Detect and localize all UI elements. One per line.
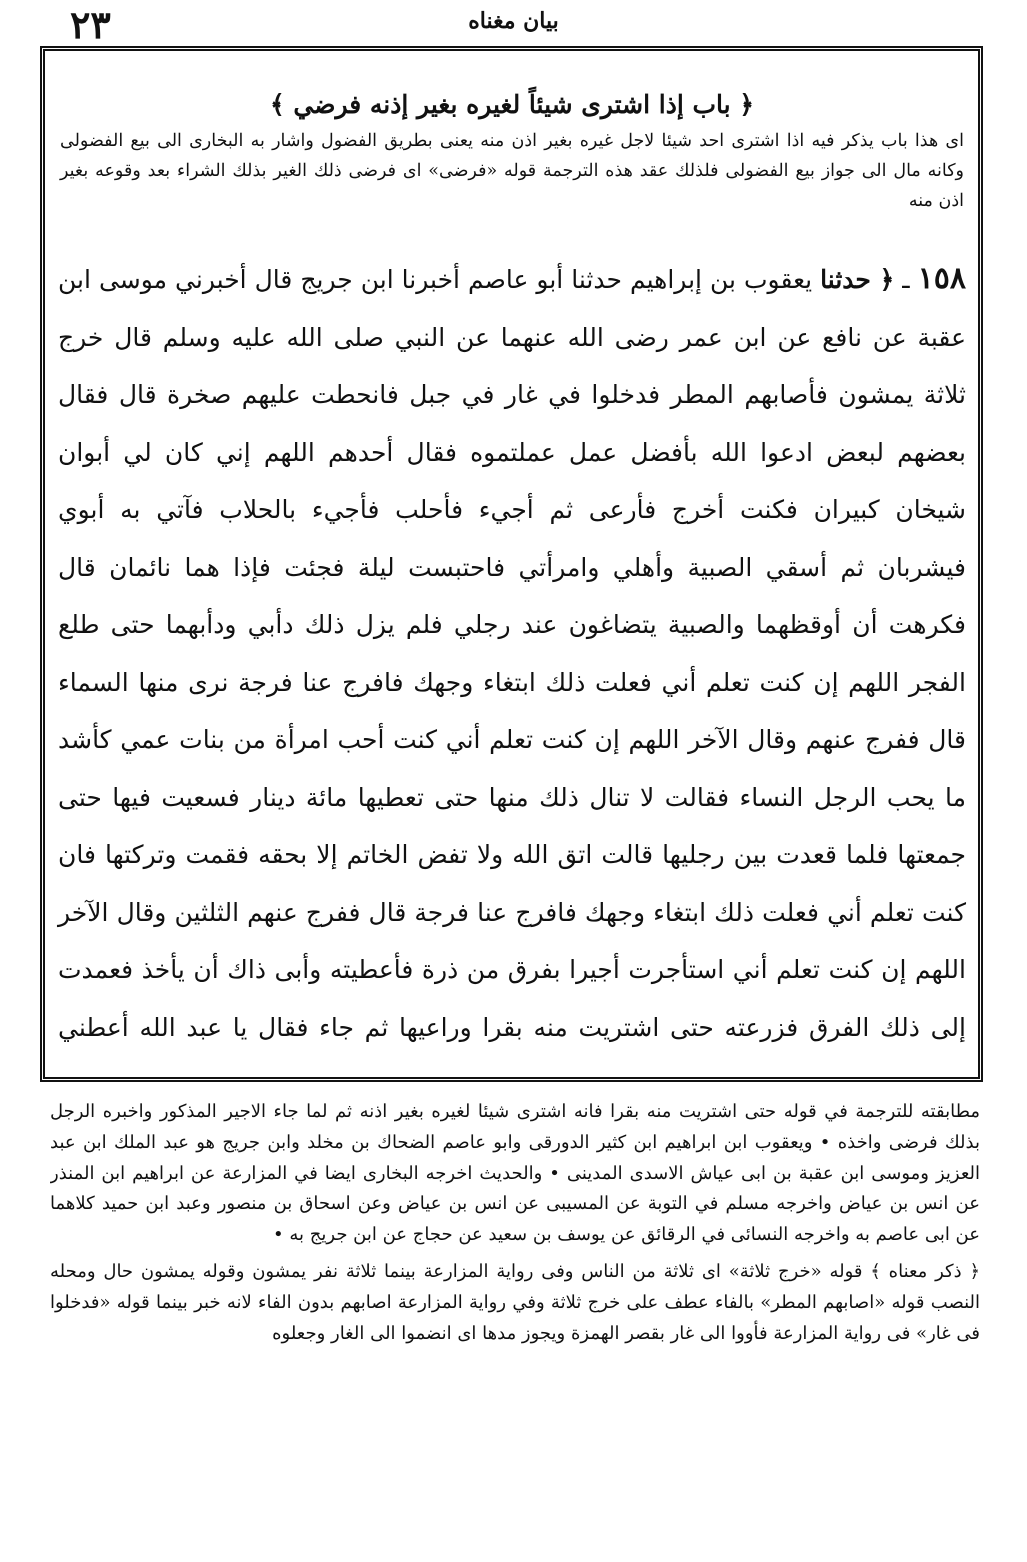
page-header xyxy=(0,0,1027,47)
notes-paragraph-1: مطابقته للترجمة في قوله حتى اشتريت منه بقرا فانه اشترى شيئا لغيره بغير اذنه ثم لما جاء الاجير المذكور واخبره الرجل بذلك فرضى واخذه • ويعقوب ابن ابراهيم ابن كثير الدورقى وابو عاصم الضحاك بن مخلد وابن جريج هو عبد الملك ابن عبد العزيز وموسى ابن عقبة بن ابى عياش الاسدى المدينى • والحديث اخرجه البخارى ايضا في المزارعة عن ابراهيم ابن المنذر عن انس بن عياض واخرجه مسلم في التوبة عن المسيبى عن انس بن عياض وعن اسحاق بن منصور وعبد ابن حميد كلاهما عن ابى عاصم به واخرجه النسائى في الرقائق عن يوسف بن سعيد عن حجاج عن ابن جريج به • xyxy=(50,1101,980,1246)
hadith-number: ١٥٨ xyxy=(917,261,966,296)
hadith-text: يعقوب بن إبراهيم حدثنا أبو عاصم أخبرنا ابن جريج قال أخبرني موسى ابن عقبة عن نافع عن ابن عمر رضى الله عنهما عن النبي صلى الله عليه وسلم قال خرج ثلاثة يمشون فأصابهم المطر فدخلوا في غار في جبل فانحطت عليهم صخرة قال فقال بعضهم لبعض ادعوا الله بأفضل عمل عملتموه فقال أحدهم اللهم إني كان لي أبوان شيخان كبيران فكنت أخرج فأرعى ثم أجيء فأحلب فأجيء بالحلاب فآتي به أبوي فيشربان ثم أسقي الصبية وأهلي وامرأتي فاحتبست ليلة فجئت فإذا هما نائمان قال فكرهت أن أوقظهما والصبية يتضاغون عند رجلي فلم يزل ذلك دأبي ودأبهما حتى طلع الفجر اللهم إن كنت تعلم أني فعلت ذلك ابتغاء وجهك فافرج عنا فرجة نرى منها السماء قال ففرج عنهم وقال الآخر اللهم إن كنت تعلم أني كنت أحب امرأة من بنات عمي كأشد ما يحب الرجل النساء فقالت لا تنال ذلك منها حتى تعطيها مائة دينار فسعيت فيها حتى جمعتها فلما قعدت بين رجليها قالت اتق الله ولا تفض الخاتم إلا بحقه فقمت وتركتها فان كنت تعلم أني فعلت ذلك ابتغاء وجهك فافرج عنا فرجة قال ففرج عنهم الثلثين وقال الآخر اللهم إن كنت تعلم أني استأجرت أجيرا بفرق من ذرة فأعطيته وأبى ذاك أن يأخذ فعمدت إلى ذلك الفرق فزرعته حتى اشتريت منه بقرا وراعيها ثم جاء فقال يا عبد الله أعطني xyxy=(58,265,966,1042)
running-title: بیان مغناه xyxy=(468,8,559,34)
hadith-body: ١٥٨ ـ ﴿ حدثنا يعقوب بن إبراهيم حدثنا أبو عاصم أخبرنا ابن جريج قال أخبرني موسى ابن عقبة عن نافع عن ابن عمر رضى الله عنهما عن النبي صلى الله عليه وسلم قال خرج ثلاثة يمشون فأصابهم المطر فدخلوا في غار في جبل فانحطت عليهم صخرة قال فقال بعضهم لبعض ادعوا الله بأفضل عمل عملتموه فقال أحدهم اللهم إني كان لي أبوان شيخان كبيران فكنت أخرج فأرعى ثم أجيء فأحلب فأجيء بالحلاب فآتي به أبوي فيشربان ثم أسقي الصبية وأهلي وامرأتي فاحتبست ليلة فجئت فإذا هما نائمان قال فكرهت أن أوقظهما والصبية يتضاغون عند رجلي فلم يزل ذلك دأبي ودأبهما حتى طلع الفجر اللهم إن كنت تعلم أني فعلت ذلك ابتغاء وجهك فافرج عنا فرجة نرى منها السماء قال ففرج عنهم وقال الآخر اللهم إن كنت تعلم أني كنت أحب امرأة من بنات عمي كأشد ما يحب الرجل النساء فقالت لا تنال ذلك منها حتى تعطيها مائة دينار فسعيت فيها حتى جمعتها فلما قعدت بين رجليها قالت اتق الله ولا تفض الخاتم إلا بحقه فقمت وتركتها فان كنت تعلم أني فعلت ذلك ابتغاء وجهك فافرج عنا فرجة قال ففرج عنهم الثلثين وقال الآخر اللهم إن كنت تعلم أني استأجرت أجيرا بفرق من ذرة فأعطيته وأبى ذاك أن يأخذ فعمدت إلى ذلك الفرق فزرعته حتى اشتريت منه بقرا وراعيها ثم جاء فقال يا عبد الله أعطني xyxy=(52,250,972,1058)
chapter-commentary: اى هذا باب يذكر فيه اذا اشترى احد شيئا لاجل غيره بغير اذن منه يعنى بطريق الفضول واشار به البخارى الى بيع الفضولى وكانه مال الى جواز بيع الفضولى فلذلك عقد هذه الترجمة قوله «فرضى» اى فرضى ذلك الغير بذلك الشراء بعد وقوعه بغير اذن منه xyxy=(60,131,964,211)
hadith-opening: ﴿ حدثنا xyxy=(820,265,895,294)
commentary-notes xyxy=(50,1097,980,1557)
chapter-heading: ﴿ باب إذا اشترى شيئاً لغيره بغير إذنه فرضي ﴾ xyxy=(270,90,754,119)
page-number: ٢٣ xyxy=(70,2,111,47)
framed-text-block xyxy=(52,58,972,1070)
notes-paragraph-2: ﴿ ذكر معناه ﴾ قوله «خرج ثلاثة» اى ثلاثة من الناس وفى رواية المزارعة بينما ثلاثة نفر يمشون وقوله يمشون حال ومحله النصب قوله «اصابهم المطر» بالفاء عطف على خرج ثلاثة وفي رواية المزارعة اصابهم بدون الفاء لانه خبر بينما قوله «فدخلوا فى غار» فى رواية المزارعة فأووا الى غار بقصر الهمزة ويجوز مدها اى انضموا الى الغار وجعلوه xyxy=(50,1260,980,1344)
